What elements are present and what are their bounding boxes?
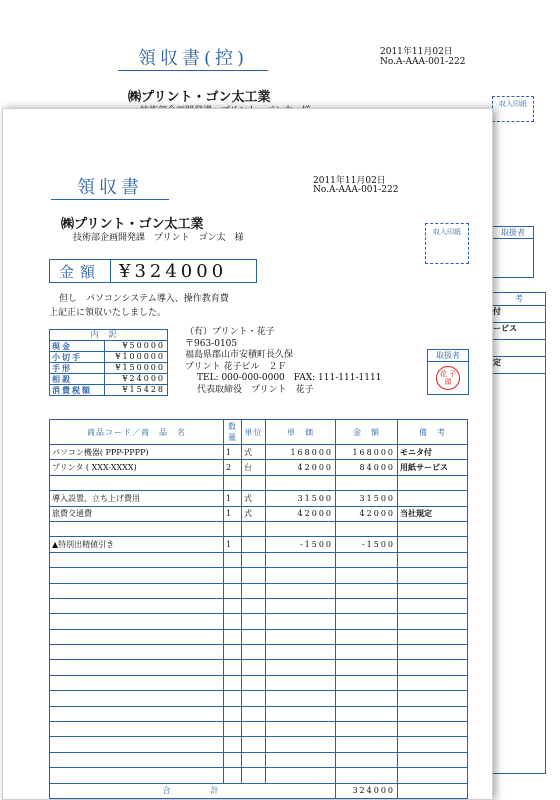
empty-cell (266, 691, 336, 706)
cell-unit (242, 475, 266, 490)
empty-cell (224, 752, 242, 767)
issuer-block (185, 327, 381, 396)
cell-name: 導入設置、立ち上げ費用 (50, 491, 224, 506)
receipt-confirmation: 上記正に領収いたしました。 (49, 308, 167, 318)
empty-cell (266, 645, 336, 660)
hanko-seal-icon (436, 366, 460, 390)
empty-cell (242, 706, 266, 721)
empty-cell (266, 768, 336, 783)
empty-cell (398, 552, 468, 567)
empty-cell (224, 691, 242, 706)
empty-cell (336, 552, 398, 567)
cell-price (266, 475, 336, 490)
empty-cell (224, 552, 242, 567)
empty-cell (398, 706, 468, 721)
cell-qty: 1 (224, 537, 242, 552)
issuer-address: 福島県郡山市安積町長久保 (185, 350, 294, 360)
breakdown-row (50, 352, 168, 363)
empty-cell (336, 568, 398, 583)
breakdown-label: 消費税額 (50, 385, 105, 396)
items-table (49, 419, 468, 799)
empty-cell (50, 598, 224, 613)
empty-cell (398, 691, 468, 706)
cell-unit (242, 537, 266, 552)
cell-name: 旅費交通費 (50, 506, 224, 521)
empty-cell (398, 568, 468, 583)
empty-cell (242, 691, 266, 706)
empty-cell (398, 768, 468, 783)
items-header-row (50, 420, 468, 445)
table-row (50, 521, 468, 536)
cell-price (266, 521, 336, 536)
cell-name: ▲特別出精値引き (50, 537, 224, 552)
copy-date: 2011年11月02日 (380, 47, 453, 57)
cell-qty: 1 (224, 506, 242, 521)
empty-cell (266, 675, 336, 690)
issuer-name: （有）プリント・花子 (185, 327, 275, 337)
cell-note (398, 475, 468, 490)
empty-cell (266, 614, 336, 629)
empty-cell (242, 568, 266, 583)
blank-row (50, 552, 468, 567)
breakdown-value: ¥24000 (105, 374, 168, 385)
table-row (50, 475, 468, 490)
copy-handler-box (492, 226, 534, 278)
breakdown-row (50, 363, 168, 374)
empty-cell (398, 598, 468, 613)
empty-cell (398, 737, 468, 752)
empty-cell (398, 614, 468, 629)
empty-cell (266, 737, 336, 752)
copy-note: ービス (493, 323, 545, 340)
seal-text: 花 子 頭 (439, 370, 457, 386)
copy-handler-label: 取扱者 (493, 227, 533, 239)
cell-amount: 31500 (336, 491, 398, 506)
cell-amount: 42000 (336, 506, 398, 521)
blank-row (50, 675, 468, 690)
blank-row (50, 614, 468, 629)
blank-row (50, 752, 468, 767)
empty-cell (398, 675, 468, 690)
blank-row (50, 768, 468, 783)
empty-cell (266, 722, 336, 737)
cell-note (398, 521, 468, 536)
copy-note: 付 (493, 306, 545, 323)
cell-note (398, 491, 468, 506)
empty-cell (336, 752, 398, 767)
breakdown-row (50, 385, 168, 396)
copy-title: 領収書(控) (118, 44, 268, 71)
amount-box (49, 259, 257, 283)
receipt-date: 2011年11月02日 (313, 176, 386, 186)
empty-cell (266, 752, 336, 767)
empty-cell (266, 706, 336, 721)
empty-cell (224, 614, 242, 629)
empty-cell (336, 583, 398, 598)
cell-qty: 1 (224, 491, 242, 506)
breakdown-header: 内訳 (50, 330, 168, 341)
empty-cell (224, 675, 242, 690)
cell-qty: 1 (224, 445, 242, 460)
empty-cell (50, 552, 224, 567)
empty-cell (50, 645, 224, 660)
revenue-stamp-box (425, 223, 469, 264)
empty-cell (242, 737, 266, 752)
empty-cell (50, 614, 224, 629)
empty-cell (336, 706, 398, 721)
breakdown-value: ¥150000 (105, 363, 168, 374)
copy-notes-column (492, 292, 546, 774)
empty-cell (398, 645, 468, 660)
total-value: 324000 (336, 783, 398, 798)
blank-row (50, 737, 468, 752)
blank-row (50, 691, 468, 706)
empty-cell (224, 768, 242, 783)
copy-number: No.A-AAA-001-222 (380, 57, 466, 67)
empty-cell (336, 629, 398, 644)
handler-label: 取扱者 (428, 350, 468, 362)
blank-row (50, 706, 468, 721)
empty-cell (266, 583, 336, 598)
cell-note (398, 537, 468, 552)
table-row (50, 506, 468, 521)
blank-row (50, 722, 468, 737)
cell-qty (224, 521, 242, 536)
empty-cell (398, 752, 468, 767)
cell-note: 当社規定 (398, 506, 468, 521)
blank-row (50, 598, 468, 613)
column-header: 単 価 (266, 420, 336, 445)
empty-cell (224, 629, 242, 644)
empty-cell (242, 768, 266, 783)
empty-cell (242, 645, 266, 660)
issuer-zip: 〒963-0105 (185, 338, 238, 349)
amount-label: 金額 (50, 260, 111, 282)
empty-cell (224, 706, 242, 721)
empty-cell (398, 629, 468, 644)
empty-cell (242, 675, 266, 690)
cell-qty: 2 (224, 460, 242, 475)
empty-cell (266, 598, 336, 613)
empty-cell (50, 568, 224, 583)
cell-unit: 式 (242, 445, 266, 460)
cell-amount (336, 475, 398, 490)
handler-box (427, 349, 469, 395)
empty-cell (50, 691, 224, 706)
empty-cell (50, 737, 224, 752)
empty-cell (242, 552, 266, 567)
empty-cell (242, 722, 266, 737)
cell-price: 42000 (266, 460, 336, 475)
cell-note: 用紙サービス (398, 460, 468, 475)
receipt-number: No.A-AAA-001-222 (313, 185, 399, 195)
copy-revenue-stamp-box (492, 96, 534, 122)
blank-row (50, 568, 468, 583)
cell-amount (336, 521, 398, 536)
column-header: 備 考 (398, 420, 468, 445)
empty-cell (336, 768, 398, 783)
empty-cell (224, 583, 242, 598)
empty-cell (50, 722, 224, 737)
empty-cell (336, 691, 398, 706)
empty-cell (224, 645, 242, 660)
cell-amount: 84000 (336, 460, 398, 475)
breakdown-value: ¥15428 (105, 385, 168, 396)
cell-unit: 式 (242, 506, 266, 521)
total-note (398, 783, 468, 798)
cell-name (50, 475, 224, 490)
cell-unit (242, 521, 266, 536)
empty-cell (242, 660, 266, 675)
issuer-representative: 代表取締役 プリント 花子 (197, 384, 314, 395)
breakdown-label: 相殺 (50, 374, 105, 385)
receipt-sheet (2, 108, 493, 800)
empty-cell (50, 675, 224, 690)
empty-cell (266, 660, 336, 675)
total-row (50, 783, 468, 798)
total-label: 合 計 (50, 783, 336, 798)
copy-stamp-label: 収入印紙 (499, 100, 527, 108)
blank-row (50, 583, 468, 598)
empty-cell (50, 629, 224, 644)
empty-cell (224, 568, 242, 583)
cell-price: 168000 (266, 445, 336, 460)
cell-unit: 台 (242, 460, 266, 475)
empty-cell (242, 598, 266, 613)
empty-cell (398, 583, 468, 598)
blank-row (50, 660, 468, 675)
empty-cell (336, 660, 398, 675)
stamp-label: 収入印紙 (433, 228, 461, 236)
table-row (50, 445, 468, 460)
receipt-title: 領収書 (51, 173, 169, 200)
empty-cell (398, 660, 468, 675)
empty-cell (50, 583, 224, 598)
cell-name (50, 521, 224, 536)
cell-name: パソコン機器( PPP-PPPP) (50, 445, 224, 460)
empty-cell (50, 768, 224, 783)
cell-price: 31500 (266, 491, 336, 506)
cell-amount: 168000 (336, 445, 398, 460)
cell-price: -1500 (266, 537, 336, 552)
column-header: 単位 (242, 420, 266, 445)
breakdown-value: ¥50000 (105, 341, 168, 352)
copy-note (493, 340, 545, 357)
empty-cell (398, 722, 468, 737)
empty-cell (336, 645, 398, 660)
empty-cell (336, 737, 398, 752)
copy-notes-header: 考 (493, 293, 545, 306)
table-row (50, 491, 468, 506)
amount-value: ¥324000 (119, 260, 228, 282)
breakdown-table (49, 329, 168, 396)
breakdown-label: 手形 (50, 363, 105, 374)
cell-price: 42000 (266, 506, 336, 521)
cell-qty (224, 475, 242, 490)
breakdown-label: 小切手 (50, 352, 105, 363)
empty-cell (50, 752, 224, 767)
customer-company: ㈱プリント・ゴン太工業 (61, 217, 204, 232)
empty-cell (224, 737, 242, 752)
receipt-note: 但し パソコンシステム導入、操作教育費 (59, 294, 229, 304)
empty-cell (242, 629, 266, 644)
copy-company: ㈱プリント・ゴン太工業 (128, 90, 271, 105)
empty-cell (336, 722, 398, 737)
blank-row (50, 645, 468, 660)
column-header: 金 額 (336, 420, 398, 445)
cell-amount: -1500 (336, 537, 398, 552)
empty-cell (336, 614, 398, 629)
table-row (50, 537, 468, 552)
issuer-phone: TEL: 000-000-0000 FAX: 111-111-1111 (197, 373, 382, 383)
issuer-building: プリント 花子ビル ２Ｆ (185, 361, 287, 372)
empty-cell (224, 598, 242, 613)
breakdown-value: ¥100000 (105, 352, 168, 363)
breakdown-row (50, 341, 168, 352)
empty-cell (266, 552, 336, 567)
empty-cell (242, 614, 266, 629)
cell-unit: 式 (242, 491, 266, 506)
column-header: 商品コード／商 品 名 (50, 420, 224, 445)
breakdown-row (50, 374, 168, 385)
empty-cell (224, 660, 242, 675)
empty-cell (336, 675, 398, 690)
empty-cell (266, 568, 336, 583)
cell-note: モニタ付 (398, 445, 468, 460)
empty-cell (336, 598, 398, 613)
empty-cell (242, 583, 266, 598)
table-row (50, 460, 468, 475)
cell-name: プリンタ ( XXX-XXXX) (50, 460, 224, 475)
copy-note: 定 (493, 357, 545, 374)
empty-cell (224, 722, 242, 737)
empty-cell (50, 706, 224, 721)
empty-cell (242, 752, 266, 767)
empty-cell (50, 660, 224, 675)
breakdown-label: 現金 (50, 341, 105, 352)
customer-dept: 技術部企画開発課 プリント ゴン太 様 (73, 233, 244, 243)
empty-cell (266, 629, 336, 644)
column-header: 数量 (224, 420, 242, 445)
blank-row (50, 629, 468, 644)
